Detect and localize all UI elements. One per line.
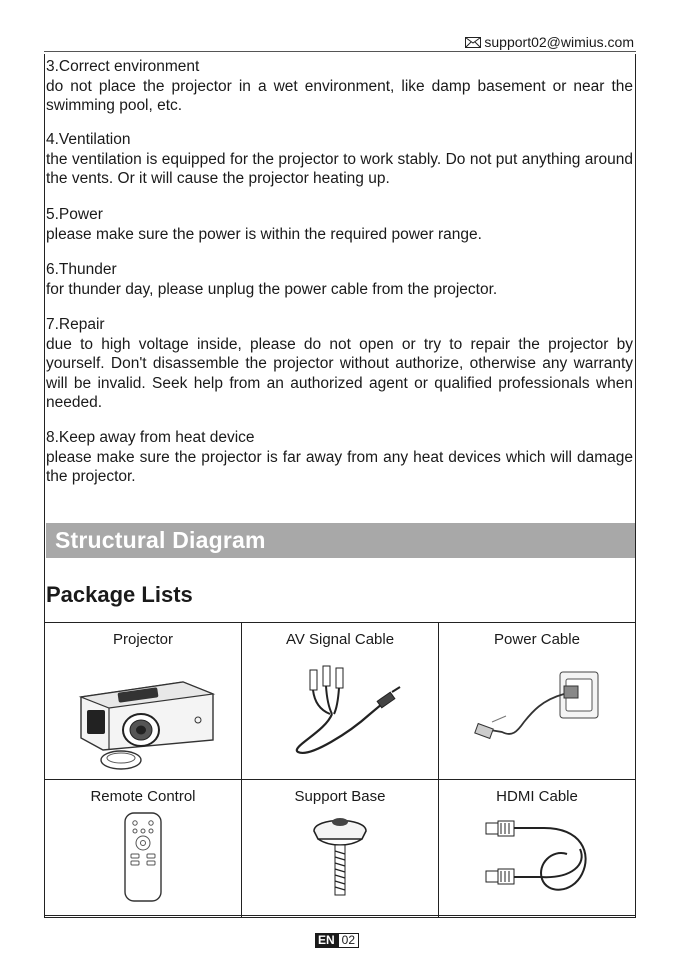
package-item-label: Remote Control: [90, 788, 196, 805]
package-item-label: AV Signal Cable: [285, 631, 395, 648]
banner-title: Structural Diagram: [55, 527, 266, 553]
package-row: [45, 623, 636, 780]
section-body: the ventilation is equipped for the projector to work stably. Do not put anything around the vents. Or it will cause the projector heating up.: [46, 150, 633, 187]
envelope-icon: [465, 37, 481, 48]
package-cell-remote: [45, 780, 242, 918]
email-text: support02@wimius.com: [484, 34, 634, 50]
section-heading: 6.Thunder: [46, 261, 117, 278]
section-repair: [46, 315, 633, 413]
package-cell-av-cable: [242, 623, 439, 780]
section-heat: [46, 428, 633, 487]
section-power: [46, 205, 633, 244]
package-table: [44, 622, 636, 918]
package-item-label: Power Cable: [494, 631, 580, 648]
section-body: for thunder day, please unplug the power cable from the projector.: [46, 280, 498, 298]
package-cell-projector: [45, 623, 242, 780]
header-divider: [44, 51, 636, 52]
package-row: [45, 780, 636, 918]
header-email: [465, 34, 634, 50]
section-environment: [46, 57, 633, 116]
package-item-label: Support Base: [294, 788, 386, 805]
hdmi-cable-illustration: [472, 809, 602, 904]
package-cell-support-base: [242, 780, 439, 918]
section-heading: 8.Keep away from heat device: [46, 429, 255, 446]
projector-illustration: [63, 652, 223, 772]
language-badge: EN: [315, 933, 338, 948]
section-ventilation: [46, 130, 633, 189]
structural-diagram-banner: [46, 523, 635, 558]
package-cell-hdmi-cable: [439, 780, 636, 918]
section-heading: 3.Correct environment: [46, 58, 200, 75]
package-item-label: Projector: [112, 631, 174, 648]
package-lists-title: Package Lists: [46, 582, 193, 607]
support-base-illustration: [300, 809, 380, 904]
package-item-label: HDMI Cable: [496, 788, 578, 805]
section-heading: 4.Ventilation: [46, 131, 131, 148]
section-body: please make sure the power is within the required power range.: [46, 225, 482, 243]
remote-control-illustration: [113, 809, 173, 904]
section-body: due to high voltage inside, please do not open or try to repair the projector by yourself. Don't disassemble the projector without authorize, otherwise any warranty will be invalid. Seek help from an authorized agent or qualified professionals when needed.: [46, 335, 633, 411]
package-cell-power-cable: [439, 623, 636, 780]
section-body: do not place the projector in a wet environment, like damp basement or near the swimming pool, etc.: [46, 77, 633, 114]
page-footer: [315, 933, 359, 948]
av-cable-illustration: [270, 652, 410, 762]
section-body: please make sure the projector is far away from any heat devices which will damage the projector.: [46, 448, 633, 485]
power-cable-illustration: [462, 652, 612, 762]
section-thunder: [46, 260, 633, 299]
page-number: 02: [338, 933, 359, 948]
section-heading: 5.Power: [46, 206, 103, 223]
section-heading: 7.Repair: [46, 316, 105, 333]
